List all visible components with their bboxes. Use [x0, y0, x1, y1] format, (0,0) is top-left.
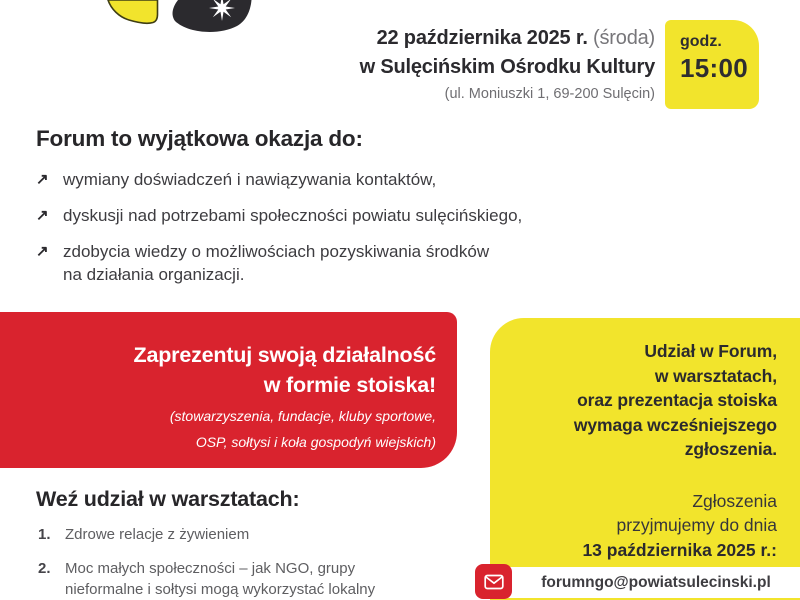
list-item-number: 1.: [38, 526, 51, 543]
benefits-list: [36, 168, 636, 299]
event-address: (ul. Moniuszki 1, 69-200 Sulęcin): [444, 86, 655, 102]
list-item: [36, 168, 636, 191]
workshops-list: [38, 524, 458, 600]
email-icon-badge: [475, 564, 512, 599]
stand-callout-box: [0, 312, 457, 468]
logo-yellow-shape: [108, 0, 158, 23]
signup-text: oraz prezentacja stoiska: [577, 390, 777, 410]
time-value: 15:00: [680, 53, 748, 83]
event-header: [300, 24, 655, 103]
list-item-text: wymiany doświadczeń i nawiązywania kontaktów,: [63, 170, 437, 189]
stand-title: w formie stoiska!: [263, 372, 436, 397]
signup-deadline: 13 października 2025 r.:: [582, 539, 777, 560]
signup-note: przyjmujemy do dnia: [616, 515, 777, 535]
time-label: godz.: [680, 33, 722, 50]
event-date-text: 22 października 2025 r.: [376, 27, 588, 49]
logo-black-shape: [173, 0, 252, 32]
list-item-text: dyskusji nad potrzebami społeczności powiatu sulęcińskiego,: [63, 206, 523, 225]
event-day-note: (środa): [593, 27, 655, 49]
contact-email[interactable]: forumngo@powiatsulecinski.pl: [498, 567, 800, 598]
organization-logo: [98, 0, 258, 42]
list-item-text: na działania organizacji.: [63, 265, 245, 284]
list-item-text: zdobycia wiedzy o możliwościach pozyskiwania środków: [63, 242, 490, 261]
spacer: [490, 462, 777, 489]
signup-note: Zgłoszenia: [692, 490, 777, 511]
event-date: [300, 24, 655, 53]
list-item: [36, 240, 636, 286]
event-venue: w Sulęcińskim Ośrodku Kultury: [359, 56, 655, 78]
list-item-number: 2.: [38, 559, 51, 577]
signup-text: w warsztatach,: [654, 365, 777, 386]
list-item: [38, 558, 458, 600]
intro-heading: Forum to wyjątkowa okazja do:: [36, 126, 363, 151]
signup-panel: [490, 318, 800, 600]
list-item: [36, 204, 636, 227]
stand-subtitle: OSP, sołtysi i koła gospodyń wiejskich): [195, 434, 436, 450]
signup-text: Udział w Forum,: [644, 341, 777, 361]
workshops-heading: Weź udział w warsztatach:: [36, 487, 300, 511]
time-badge: [665, 20, 759, 109]
signup-text: zgłoszenia.: [684, 439, 777, 459]
signup-text: wymaga wcześniejszego: [573, 414, 777, 435]
envelope-icon: [484, 574, 504, 590]
stand-subtitle: (stowarzyszenia, fundacje, kluby sportowe,: [169, 408, 436, 424]
arrow-up-right-icon: ↗: [36, 243, 49, 260]
arrow-up-right-icon: ↗: [36, 171, 49, 188]
list-item-text: Moc małych społeczności – jak NGO, grupy nieformalne i sołtysi mogą wykorzystać lokalny: [65, 559, 376, 598]
stand-title: Zaprezentuj swoją działalność: [133, 343, 436, 367]
list-item-text: Zdrowe relacje z żywieniem: [65, 526, 250, 543]
list-item: [38, 524, 458, 546]
arrow-up-right-icon: ↗: [36, 207, 49, 224]
